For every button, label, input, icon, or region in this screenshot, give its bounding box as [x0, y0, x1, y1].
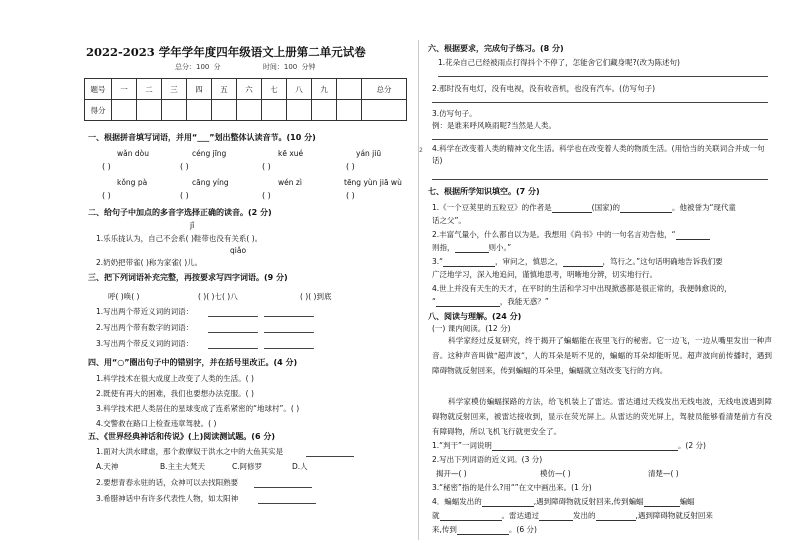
answer-line[interactable]: [443, 257, 495, 267]
text: ,遇到障碍物就反射回来: [635, 511, 713, 520]
text: ，审问之，慎思之，: [495, 257, 563, 266]
q5-heading: 五、《世界经典神话和传说》(上)阅读测试题。(6 分): [88, 432, 275, 441]
text: 3.“: [432, 257, 444, 266]
q6-sentence-4: 4.科学在改变着人类的精神文化生活。科学也在改变着人类的物质生活。(用恰当的关联词合并成一句话): [432, 144, 765, 165]
answer-line[interactable]: [264, 316, 314, 317]
q6-sentence-3: 3.仿写句子。: [432, 109, 477, 118]
q3-fill-1[interactable]: 呼( )唤( ): [108, 292, 140, 301]
answer-line[interactable]: [455, 243, 489, 253]
score-input-cell[interactable]: [162, 100, 187, 121]
text: 3.“秘密”指的是什么?用“: [432, 483, 515, 492]
synonym-3[interactable]: 清楚—( ): [648, 469, 679, 478]
answer-brackets[interactable]: ( ): [102, 191, 111, 200]
table-cell: 得分: [85, 100, 112, 121]
q7-item-3-cont: 广泛地学习，深入地追问，谨慎地思考，明晰地分辨，切实地行行。: [432, 270, 657, 279]
answer-line[interactable]: [644, 497, 680, 507]
q3-item-3: 3.写出两个带反义词的词语：: [96, 339, 194, 348]
total-score-label: 总分：100 分: [175, 63, 221, 71]
score-input-cell[interactable]: [137, 100, 162, 121]
page-title: 2022-2023 学年学年度四年级语文上册第二单元试卷: [86, 45, 366, 59]
score-input-cell[interactable]: [187, 100, 212, 121]
q5-sentence-1: 1.面对大洪水肆虐，那个救摩奴于洪水之中的大鱼其实是: [96, 447, 284, 456]
score-input-cell[interactable]: [287, 100, 312, 121]
table-cell: 题号: [85, 79, 112, 100]
pinyin: kē xué: [278, 149, 304, 158]
answer-line[interactable]: [432, 139, 768, 140]
q2-heading: 二、给句子中加点的多音字选择正确的读音。(2 分): [88, 208, 272, 217]
text: 蝙蝠: [679, 497, 695, 506]
answer-line[interactable]: [264, 348, 314, 349]
q4-item: 3.科学技术把人类居住的星球变成了连系紧密的“地球村”。( ): [96, 404, 300, 413]
score-table-score-row: [85, 100, 407, 121]
q5-option-d[interactable]: D.人: [292, 462, 308, 471]
q3-item-2: 2.写出两个带有数字的词语：: [96, 323, 194, 332]
table-cell: 二: [137, 79, 162, 100]
q7-item-3: [432, 256, 723, 267]
text: 则指，: [432, 243, 455, 252]
pinyin: wén zì: [278, 178, 302, 187]
answer-brackets[interactable]: ( ): [262, 191, 271, 200]
q6-example: 例：是谁来呼风唤雨呢?当然是人类。: [432, 121, 556, 130]
exam-meta: [175, 62, 315, 72]
answer-line[interactable]: [432, 102, 768, 103]
answer-line[interactable]: [432, 179, 768, 180]
answer-brackets[interactable]: ( ): [346, 191, 355, 200]
q8-item-2: 2.写出下列词语的近义词。(3 分): [432, 455, 543, 464]
text: 。他被誉为“现代童: [672, 203, 736, 212]
q5-sentence-3: 3.希腊神话中有许多代表性人物，如太阳神: [96, 494, 239, 503]
pinyin: yán jiū: [356, 149, 382, 158]
answer-brackets[interactable]: ( ): [102, 162, 111, 171]
answer-line[interactable]: [438, 76, 768, 77]
q7-item-4: 4.世上并没有天生的天才，在平时的生活和学习中出现掀惑都是很正常的，我便韩愈说的，: [432, 284, 732, 293]
answer-line[interactable]: [563, 257, 603, 267]
q7-item-1-cont: 话之父”。: [432, 216, 466, 225]
answer-line[interactable]: [596, 511, 636, 521]
table-cell: 五: [212, 79, 237, 100]
text: 1.《一个豆荚里的五粒豆》的作者是: [432, 203, 552, 212]
q6-heading: 六、根据要求，完成句子练习。(8 分): [428, 44, 564, 53]
answer-line[interactable]: [208, 348, 258, 349]
table-cell: 总分: [362, 79, 407, 100]
q7-item-2-cont: [432, 242, 511, 253]
answer-line[interactable]: [620, 203, 672, 213]
q8-item-1: [432, 440, 706, 451]
q8-item-4: [432, 496, 695, 507]
answer-line[interactable]: [306, 456, 354, 457]
text: 。(6 分): [508, 525, 537, 534]
score-input-cell[interactable]: [362, 100, 407, 121]
pinyin: cāng yíng: [192, 178, 229, 187]
text: 4．蝙蝠发出的: [432, 497, 482, 506]
text: 。雷达通过: [501, 511, 539, 520]
q8-subheading: (一) 课内阅读。(12 分): [432, 324, 511, 333]
pinyin: céng jīng: [192, 149, 227, 158]
text: 发出的: [573, 511, 596, 520]
q5-option-b[interactable]: B.主主大梵天: [160, 462, 206, 471]
q4-item: 2.既使有再大的困难，我们也要想办法克服。( ): [96, 389, 254, 398]
score-input-cell[interactable]: [262, 100, 287, 121]
score-table: [84, 78, 407, 121]
answer-brackets[interactable]: ( ): [180, 162, 189, 171]
synonym-1[interactable]: 揭开—( ): [436, 469, 467, 478]
pinyin: kǒng pà: [117, 178, 148, 187]
q7-item-4-cont: [432, 296, 549, 307]
pinyin: jǐ: [190, 221, 195, 230]
text: 来,传到: [432, 525, 457, 534]
answer-brackets[interactable]: ( ): [180, 191, 189, 200]
score-input-cell[interactable]: [212, 100, 237, 121]
q8-item-4-cont: [432, 510, 713, 521]
reading-passage-1: 科学家经过反复研究，终于揭开了蝙蝠能在夜里飞行的秘密。它一边飞，一边从嘴里发出一种声音。这种声音叫做“超声波”，人的耳朵是听不见的，蝙蝠的耳朵却能听见。超声波向前传播时，遇到障碍物就反射回来，传到蝙蝠的耳朵里，蝙蝠就立刻改变飞行的方向。: [432, 336, 772, 375]
text: ,遇到障碍物就反射回来,传到蝙蝠: [533, 497, 644, 506]
q3-item-1: 1.写出两个带近义词的词语：: [96, 307, 194, 316]
q7-item-2: [432, 229, 710, 240]
q5-option-c[interactable]: C.阿修罗: [232, 462, 263, 471]
answer-line[interactable]: [676, 230, 710, 240]
q5-option-a[interactable]: A.天神: [96, 462, 119, 471]
table-cell: 九: [312, 79, 337, 100]
table-cell: 一: [112, 79, 137, 100]
answer-line[interactable]: [482, 497, 534, 507]
q8-item-4-end: [432, 524, 537, 535]
time-label: 时间：100 分钟: [262, 63, 316, 71]
answer-line[interactable]: [539, 511, 573, 521]
answer-line[interactable]: [492, 441, 678, 451]
q1-heading: 一、根据拼音填写词语，并用“___”划出整体认读音节。(10 分): [88, 133, 316, 142]
text: 。(2 分): [677, 441, 706, 450]
pinyin: tēng yùn jiā wù: [344, 178, 402, 187]
text: 2.丰富气量小，什么都自以为是。我想用《尚书》中的一句名言劝告他，“: [432, 230, 676, 239]
q4-heading: 四、用“○”圈出句子中的错别字，并在括号里改正。(4 分): [88, 358, 298, 367]
answer-line[interactable]: [552, 203, 592, 213]
q5-sentence-2: 2.要想青春永驻的话，众神可以去找阳熟要: [96, 478, 239, 487]
table-cell: 三: [162, 79, 187, 100]
table-cell: 八: [287, 79, 312, 100]
page-marker: 2: [419, 147, 423, 154]
score-table-header-row: [85, 79, 407, 100]
text: 则小。”: [488, 243, 512, 252]
answer-line[interactable]: [254, 487, 312, 488]
pinyin: qiǎo: [230, 246, 247, 255]
q3-fill-3[interactable]: ( )( )到底: [300, 292, 332, 301]
reading-passage-2: 科学家模仿蝙蝠探路的方法，给飞机装上了雷达。雷达通过天线发出无线电波，无线电波遇到障碍物就反射回来，被雷达接收到，显示在荧光屏上。从雷达的荧光屏上，驾驶员能够看清楚前方有没有障碍物，所以飞机飞行就更安全了。: [432, 397, 772, 436]
q4-item: 1.科学技术在很大成度上改变了人类的生活。( ): [96, 374, 254, 383]
text: 1.“判干”一词说明: [432, 441, 492, 450]
table-cell: 七: [262, 79, 287, 100]
synonym-2[interactable]: 模仿—( ): [540, 469, 571, 478]
q4-item: 4.交警救在路口上检查违章驾驶。( ): [96, 419, 217, 428]
answer-line[interactable]: [264, 332, 314, 333]
answer-line[interactable]: [258, 503, 316, 504]
q2-sentence-2: 2.奶奶把带雀( )称为家雀( )儿。: [96, 258, 203, 267]
q2-sentence-1: 1.乐乐拢认为，自己不会系( )鞋带也没有关系( )。: [96, 234, 263, 243]
text: (国家)的: [591, 203, 621, 212]
answer-line[interactable]: [457, 525, 509, 535]
answer-line[interactable]: [436, 297, 500, 307]
q8-item-3: [432, 482, 592, 493]
score-input-cell[interactable]: [237, 100, 262, 121]
answer-line[interactable]: [440, 511, 502, 521]
table-cell: 四: [187, 79, 212, 100]
answer-brackets[interactable]: ( ): [346, 162, 355, 171]
score-input-cell[interactable]: [337, 100, 362, 121]
score-input-cell[interactable]: [312, 100, 337, 121]
table-cell: 六: [237, 79, 262, 100]
answer-line[interactable]: [208, 316, 258, 317]
q7-item-1: [432, 202, 736, 213]
text: 就: [432, 511, 440, 520]
text: ，我能无惑？”: [499, 297, 549, 306]
q7-heading: 七、根据所学知识填空。(7 分): [428, 187, 540, 196]
q8-heading: 八、阅读与理解。(24 分): [428, 312, 522, 321]
text: ，笃行之。”这句话明确地告诉我们要: [602, 257, 723, 266]
text: “: [432, 297, 436, 306]
q3-fill-2[interactable]: ( )( )七( )八: [198, 292, 238, 301]
text: ”在文中画出来。(1 分): [514, 483, 592, 492]
q6-sentence-2: 2.那时没有电灯，没有电视，没有收音机，也没有汽车。(仿写句子): [432, 84, 656, 93]
q6-sentence-1: 1.花朵自己已经被雨点打得抖个不停了，怎能舍它们藏身呢?(改为陈述句): [438, 58, 680, 67]
answer-brackets[interactable]: ( ): [262, 162, 271, 171]
table-cell: [337, 79, 362, 100]
answer-line[interactable]: [208, 332, 258, 333]
score-input-cell[interactable]: [112, 100, 137, 121]
q3-heading: 三、把下列词语补充完整，再按要求写四字词语。(9 分): [88, 273, 288, 282]
pinyin: wǎn dòu: [117, 149, 149, 158]
